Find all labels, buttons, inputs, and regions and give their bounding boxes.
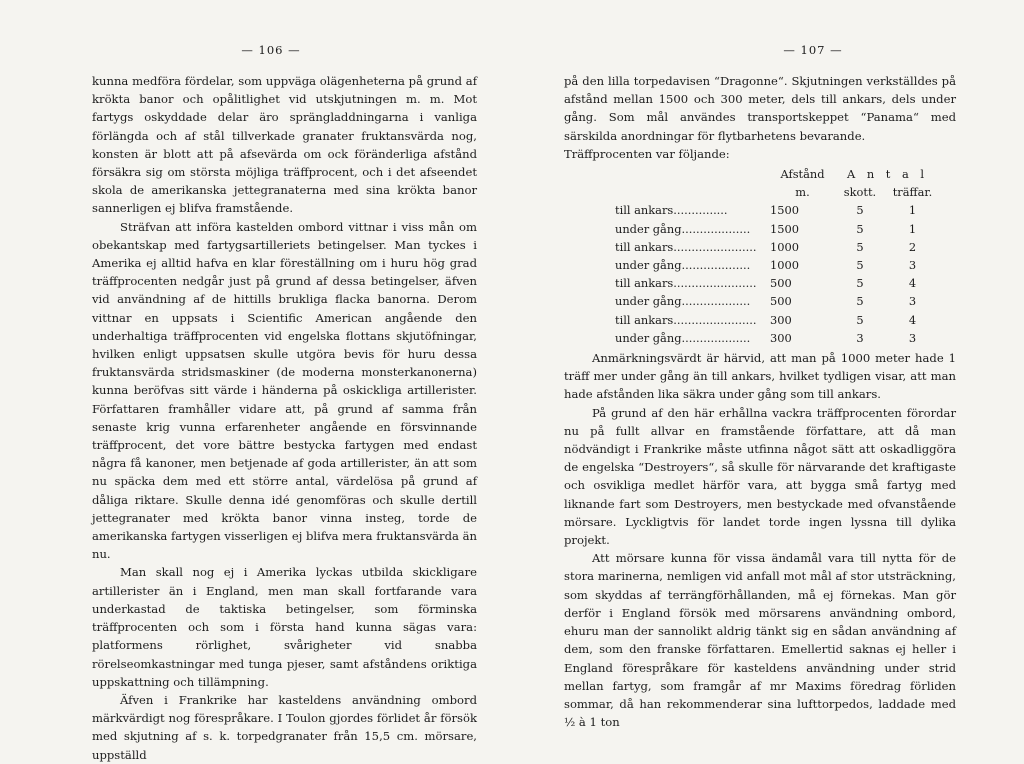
left-page — [0, 0, 512, 762]
paragraph: Sträfvan att införa kastelden ombord vittnar i viss mån om obekantskap med fartygsartilleriets betingelser. Man tyckes i Amerika ej alltid hafva en klar föreställning om i huru hög grad träffprocenten nedgår just på grund af dessa betingelser, äfven vid användning af de hittills brukliga flacka banorna. Derom vittnar en uppsats i Scientific American angående den underhaltiga träffprocenten vid engelska flottans skjutöfningar, hvilken enligt uppsatsen skulle utgöra bevis för huru dessa fruktansvärda stridsmaskiner (de moderna monsterkanonerna) kunna beröfvas sitt värde i händerna på oskickliga artillerister. Författaren framhåller vidare att, på grund af samma från senaste krig vunna erfarenheter angående en försvinnande träffprocent, det vore bättre bestycka fartygen med endast några få kanoner, men betjenade af goda artillerister, än att som nu späcka dem med ett större antal, värdelösa på grund af dåliga riktare. Skulle denna idé genomföras och skulle dertill jettegranater med krökta banor vinna insteg, torde de amerikanska fartygen visserligen ej blifva mera fruktansvärda än nu. — [92, 219, 477, 562]
row-hits: 2 — [908, 239, 917, 254]
table-row — [615, 256, 940, 274]
table-row — [615, 238, 940, 256]
header-count: A n t a l — [846, 167, 929, 182]
hit-rate-table — [615, 165, 940, 347]
row-hits: 3 — [908, 294, 917, 309]
table-row — [615, 201, 940, 219]
text-column — [92, 72, 477, 764]
page-number: — 106 — — [241, 43, 301, 57]
paragraph: Äfven i Frankrike har kasteldens användning ombord märkvärdigt nog förespråkare. I Toulon gjordes förlidet år försök med skjutning af s. k. torpedgranater från 15,5 cm. mörsare, uppställd — [92, 692, 477, 762]
header-shots: skott. — [843, 185, 877, 200]
page-number: — 107 — — [783, 43, 843, 57]
table-header-row — [615, 165, 940, 183]
table-heading: Träffprocenten var följande: — [564, 146, 730, 161]
table-row — [615, 329, 940, 347]
row-label: till ankars....................... — [615, 276, 757, 291]
right-page — [512, 0, 1024, 749]
row-hits: 4 — [908, 312, 917, 327]
row-distance: 300 — [770, 330, 792, 345]
row-distance: 1000 — [770, 239, 799, 254]
unit-distance: m. — [795, 185, 810, 200]
row-hits: 3 — [908, 258, 917, 273]
header-hits: träffar. — [892, 185, 933, 200]
row-label: under gång................... — [615, 330, 751, 345]
row-label: till ankars....................... — [615, 239, 757, 254]
row-hits: 1 — [908, 203, 917, 218]
row-label: under gång................... — [615, 258, 751, 273]
paragraph: På grund af den här erhållna vackra träffprocenten förordar nu på fullt allvar en framstående författare, att då man nödvändigt i Frankrike måste utfinna något sätt att oskadliggöra de engelska “Destroyers“, så skulle för närvarande det kraftigaste och osvikliga medlet härför vara, att bygga små fartyg med liknande fart som Destroyers, men bestyckade med ofvanstående mörsare. Lyckligtvis för landet torde ingen lyssna till dylika projekt. — [564, 405, 956, 548]
row-shots: 5 — [856, 203, 864, 218]
row-shots: 5 — [856, 294, 864, 309]
row-distance: 1500 — [770, 221, 799, 236]
row-label: till ankars....................... — [615, 312, 757, 327]
paragraph: Att mörsare kunna för vissa ändamål vara till nytta för de stora marinerna, nemligen vid anfall mot mål af stor utsträckning, som skyddas af terrängförhållanden, må ej förnekas. Man gör derför i England försök med mörsarens användning ombord, ehuru man der sannolikt aldrig tänkt sig en sådan användning af dem, som den franske författaren. Emellertid saknas ej heller i England förespråkare för kasteldens användning under strid mellan fartyg, som framgår af mr Maxims föredrag förliden sommar, då han rekommenderar sina lufttorpedos, laddade med ½ à 1 ton — [564, 551, 956, 730]
row-shots: 5 — [856, 221, 864, 236]
row-distance: 1500 — [770, 203, 799, 218]
row-distance: 500 — [770, 276, 792, 291]
row-hits: 4 — [908, 276, 917, 291]
table-row — [615, 220, 940, 238]
table-row — [615, 311, 940, 329]
row-label: under gång................... — [615, 221, 751, 236]
row-distance: 1000 — [770, 258, 799, 273]
table-row — [615, 292, 940, 310]
row-hits: 3 — [908, 330, 917, 345]
table-row — [615, 274, 940, 292]
paragraph: Man skall nog ej i Amerika lyckas utbilda skickligare artillerister än i England, men man skall fortfarande vara underkastad de taktiska betingelser, som förminska träffprocenten och som i första hand kunna sägas vara: platformens rörlighet, svårigheter vid snabba rörelseomkastningar med tunga pjeser, samt afståndens oriktiga uppskattning och tillämpning. — [92, 565, 477, 689]
paragraph: Anmärkningsvärdt är härvid, att man på 1000 meter hade 1 träff mer under gång än till ankars, hvilket tydligen visar, att man hade afstånden lika säkra under gång som till ankars. — [564, 351, 956, 402]
row-distance: 300 — [770, 312, 792, 327]
row-shots: 5 — [856, 239, 864, 254]
table-subheader-row — [615, 183, 940, 201]
row-distance: 500 — [770, 294, 792, 309]
paragraph: kunna medföra fördelar, som uppväga olägenheterna på grund af krökta banor och opålitlighet vid utskjutningen m. m. Mot fartygs oskyddade delar äro sprängladdningarna i vanliga förlängda och af stål tillverkade granater fruktansvärda nog, konsten är blott att på afsevärda om ock föränderliga afstånd försäkra sig om största möjliga träffprocent, och i det afseendet skola de amerikanska jettegranaterna med sina krökta banor sannerligen ej blifva framstående. — [92, 74, 477, 216]
paragraph: på den lilla torpedavisen “Dragonne“. Skjutningen verkställdes på afstånd mellan 1500 och 300 meter, dels till ankars, dels under gång. Som mål användes transportskeppet “Panama“ med särskilda anordningar för flytbarhetens bevarande. — [564, 74, 956, 143]
row-shots: 5 — [856, 312, 864, 327]
header-distance: Afstånd — [780, 167, 825, 182]
row-label: under gång................... — [615, 294, 751, 309]
row-shots: 3 — [856, 330, 864, 345]
row-shots: 5 — [856, 258, 864, 273]
row-shots: 5 — [856, 276, 864, 291]
row-hits: 1 — [908, 221, 917, 236]
text-column — [564, 72, 956, 731]
row-label: till ankars............... — [615, 203, 728, 218]
